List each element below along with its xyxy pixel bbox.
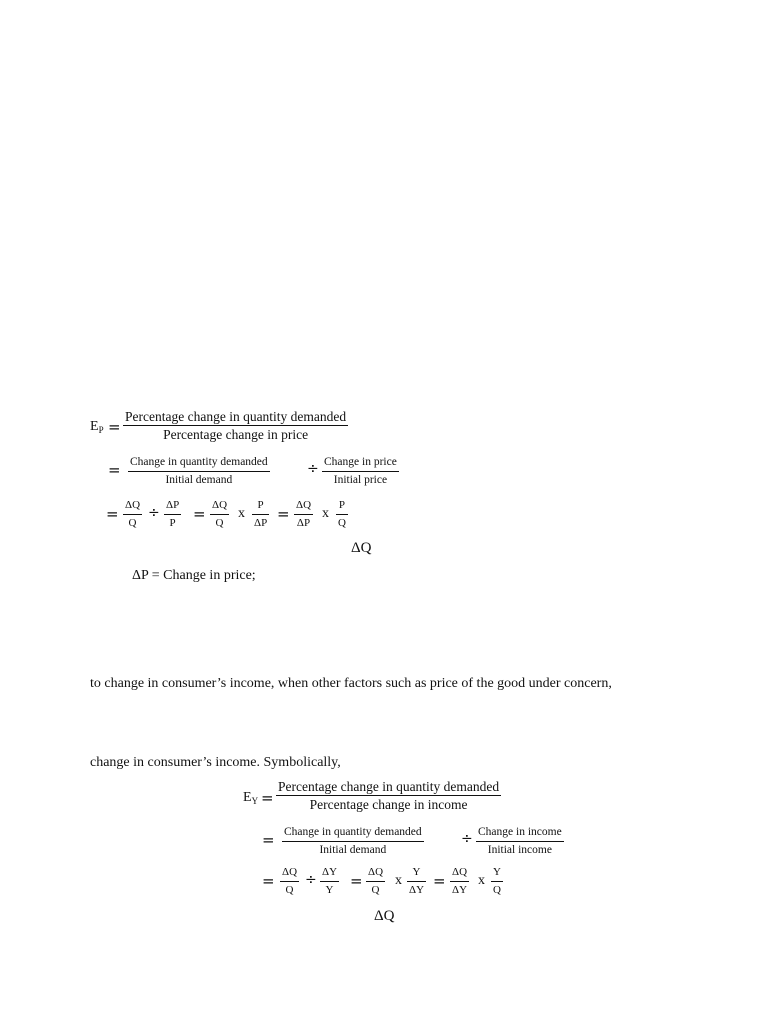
fraction-change-quantity: Change in quantity demanded Initial demand xyxy=(130,456,268,486)
divide-sign: ÷ xyxy=(461,831,473,847)
ey-fraction-percentage: Percentage change in quantity demanded Percentage change in income xyxy=(278,779,500,812)
fraction-dq-q: ΔQ Q xyxy=(212,499,228,529)
divide-sign: ÷ xyxy=(307,461,319,477)
equals-sign: = xyxy=(350,872,363,890)
equals-sign: = xyxy=(106,505,119,523)
equals-sign: = xyxy=(262,872,275,890)
times-sign: x xyxy=(238,506,245,521)
fraction-p-dp: P ΔP xyxy=(254,499,268,529)
fraction-dq-dp: ΔQ ΔP xyxy=(296,499,312,529)
equals-sign: = xyxy=(108,418,121,436)
fraction-change-quantity: Change in quantity demanded Initial demand xyxy=(284,826,422,856)
times-sign: x xyxy=(395,873,402,888)
fraction-dp-p: ΔP P xyxy=(166,499,180,529)
fraction-dq-q: ΔQ Q xyxy=(368,866,384,896)
paragraph-line: to change in consumer’s income, when other factors such as price of the good under concern, xyxy=(90,676,612,691)
equals-sign: = xyxy=(433,872,446,890)
times-sign: x xyxy=(322,506,329,521)
fraction-change-price: Change in price Initial price xyxy=(324,456,397,486)
paragraph-line: change in consumer’s income. Symbolically, xyxy=(90,755,341,770)
fraction-p-q: P Q xyxy=(338,499,346,529)
fraction-dq-q: ΔQ Q xyxy=(282,866,298,896)
ep-fraction-percentage: Percentage change in quantity demanded Percentage change in price xyxy=(125,409,347,442)
fraction-dy-y: ΔY Y xyxy=(322,866,338,896)
delta-p-definition: ΔP = Change in price; xyxy=(132,568,256,583)
fraction-y-dy: Y ΔY xyxy=(409,866,425,896)
fraction-y-q: Y Q xyxy=(493,866,501,896)
fraction-change-income: Change in income Initial income xyxy=(478,826,562,856)
fraction-dq-q: ΔQ Q xyxy=(125,499,141,529)
fraction-dq-dy: ΔQ ΔY xyxy=(452,866,468,896)
ey-symbol: $E_Y$ xyxy=(243,790,259,806)
equals-sign: = xyxy=(261,789,274,807)
delta-q-fragment: ΔQ xyxy=(351,540,372,556)
ep-symbol: $E_P$ xyxy=(90,419,104,435)
equals-sign: = xyxy=(277,505,290,523)
divide-sign: ÷ xyxy=(148,505,160,521)
equals-sign: = xyxy=(193,505,206,523)
equals-sign: = xyxy=(108,461,121,479)
delta-q-fragment: ΔQ xyxy=(374,908,395,924)
equals-sign: = xyxy=(262,831,275,849)
times-sign: x xyxy=(478,873,485,888)
divide-sign: ÷ xyxy=(305,872,317,888)
